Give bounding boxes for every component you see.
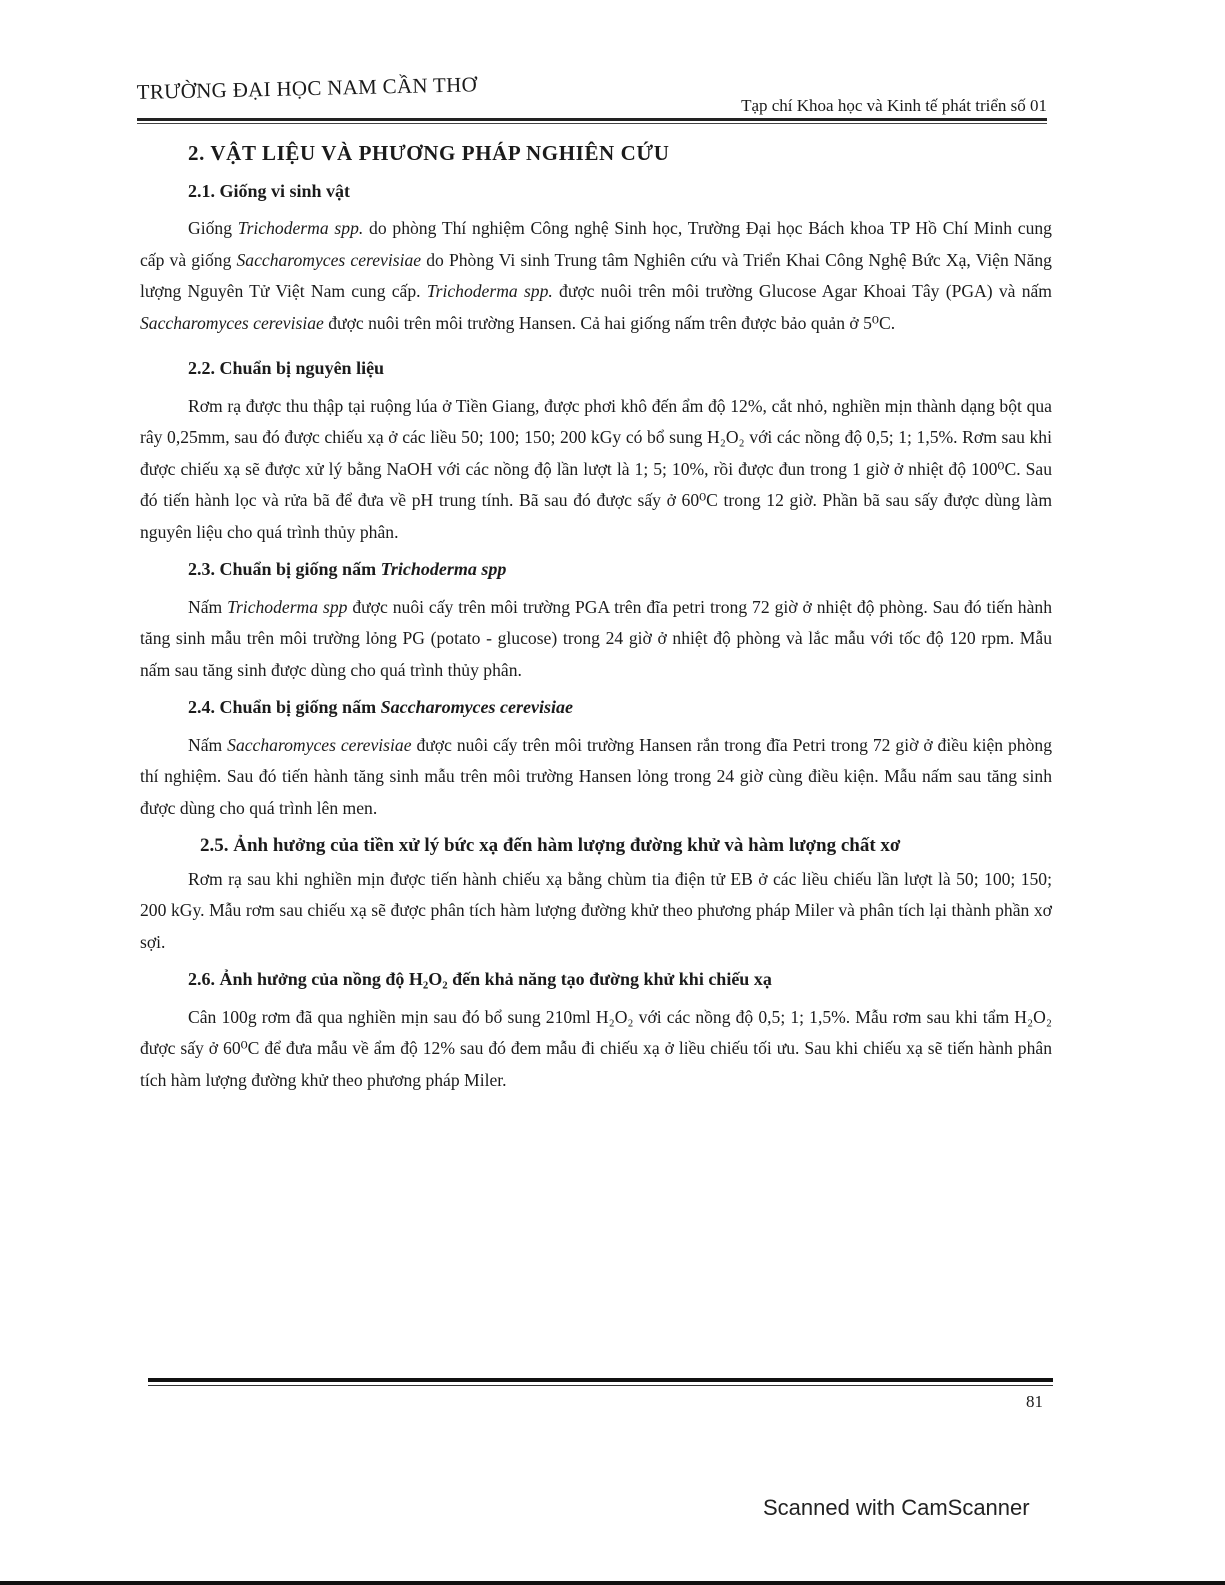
header-journal: Tạp chí Khoa học và Kinh tế phát triển số 01 <box>741 96 1047 115</box>
section-title: 2. VẬT LIỆU VÀ PHƯƠNG PHÁP NGHIÊN CỨU <box>188 141 670 165</box>
heading-2-1: 2.1. Giống vi sinh vật <box>188 180 351 201</box>
paragraph-2-3: Nấm Trichoderma spp được nuôi cấy trên môi trường PGA trên đĩa petri trong 72 giờ ở nhiệt độ phòng. Sau đó tiến hành tăng sinh mẫu trên môi trường lỏng PG (potato - glucose) trong 24 giờ ở nhiệt độ phòng và lắc mẫu với tốc độ 120 rpm. Mẫu nấm sau tăng sinh được dùng cho quá trình thủy phân. <box>140 596 1053 680</box>
header-rule <box>137 118 1047 121</box>
heading-2-5: 2.5. Ảnh hưởng của tiền xử lý bức xạ đến hàm lượng đường khử và hàm lượng chất xơ <box>200 835 901 856</box>
heading-2-4: 2.4. Chuẩn bị giống nấm Saccharomyces cerevisiae <box>188 697 573 717</box>
heading-2-6: 2.6. Ảnh hưởng của nồng độ H₂O₂ đến khả năng tạo đường khử khi chiếu xạ <box>188 969 772 989</box>
header-rule-thin <box>137 123 1047 124</box>
footer-rule <box>148 1378 1053 1382</box>
footer-rule-thin <box>148 1385 1053 1386</box>
paragraph-2-6: Cân 100g rơm đã qua nghiền mịn sau đó bổ sung 210ml H₂O₂ với các nồng độ 0,5; 1; 1,5%. Mẫu rơm sau khi tẩm H₂O₂ được sấy ở 60⁰C để đưa mẫu về ẩm độ 12% sau đó đem mẫu đi chiếu xạ ở liều chiếu tối ưu. Sau khi chiếu xạ sẽ tiến hành phân tích hàm lượng đường khử theo phương pháp Miler. <box>140 1006 1052 1090</box>
paragraph-2-4: Nấm Saccharomyces cerevisiae được nuôi cấy trên môi trường Hansen rắn trong đĩa Petri trong 72 giờ ở điều kiện phòng thí nghiệm. Sau đó tiến hành tăng sinh mẫu trên môi trường Hansen lỏng trong 24 giờ cùng điều kiện. Mẫu nấm sau tăng sinh được dùng cho quá trình lên men. <box>140 734 1052 818</box>
paragraph-2-1: Giống Trichoderma spp. do phòng Thí nghiệm Công nghệ Sinh học, Trường Đại học Bách khoa TP Hồ Chí Minh cung cấp và giống Saccharomyces cerevisiae do Phòng Vi sinh Trung tâm Nghiên cứu và Triển Khai Công Nghệ Bức Xạ, Viện Năng lượng Nguyên Tử Việt Nam cung cấp. Trichoderma spp. được nuôi trên môi trường Glucose Agar Khoai Tây (PGA) và nấm Saccharomyces cerevisiae được nuôi trên môi trường Hansen. Cả hai giống nấm trên được bảo quản ở 5⁰C. <box>140 218 1052 333</box>
heading-2-3: 2.3. Chuẩn bị giống nấm Trichoderma spp <box>188 559 507 579</box>
heading-2-2: 2.2. Chuẩn bị nguyên liệu <box>188 358 385 378</box>
page-number: 81 <box>1026 1392 1043 1411</box>
article-body <box>140 138 1052 1096</box>
bottom-edge <box>0 1581 1225 1585</box>
paragraph-2-2: Rơm rạ được thu thập tại ruộng lúa ở Tiền Giang, được phơi khô đến ẩm độ 12%, cắt nhỏ, nghiền mịn thành dạng bột qua rây 0,25mm, sau đó được chiếu xạ ở các liều 50; 100; 150; 200 kGy có bổ sung H₂O₂ với các nồng độ 0,5; 1; 1,5%. Rơm sau khi được chiếu xạ sẽ được xử lý bằng NaOH với các nồng độ lần lượt là 1; 5; 10%, rồi được đun trong 1 giờ ở nhiệt độ 100⁰C. Sau đó tiến hành lọc và rửa bã để đưa về pH trung tính. Bã sau đó được sấy ở 60⁰C trong 12 giờ. Phần bã sau sấy được dùng làm nguyên liệu cho quá trình thủy phân. <box>140 395 1052 542</box>
header-university: TRƯỜNG ĐẠI HỌC NAM CẦN THƠ <box>136 72 478 105</box>
paragraph-2-5: Rơm rạ sau khi nghiền mịn được tiến hành chiếu xạ bằng chùm tia điện tử EB ở các liều chiếu lần lượt là 50; 100; 150; 200 kGy. Mẫu rơm sau chiếu xạ sẽ được phân tích hàm lượng đường khử theo phương pháp Miler và phân tích lại thành phần xơ sợi. <box>140 868 1052 952</box>
scanner-watermark: Scanned with CamScanner <box>763 1495 1030 1520</box>
